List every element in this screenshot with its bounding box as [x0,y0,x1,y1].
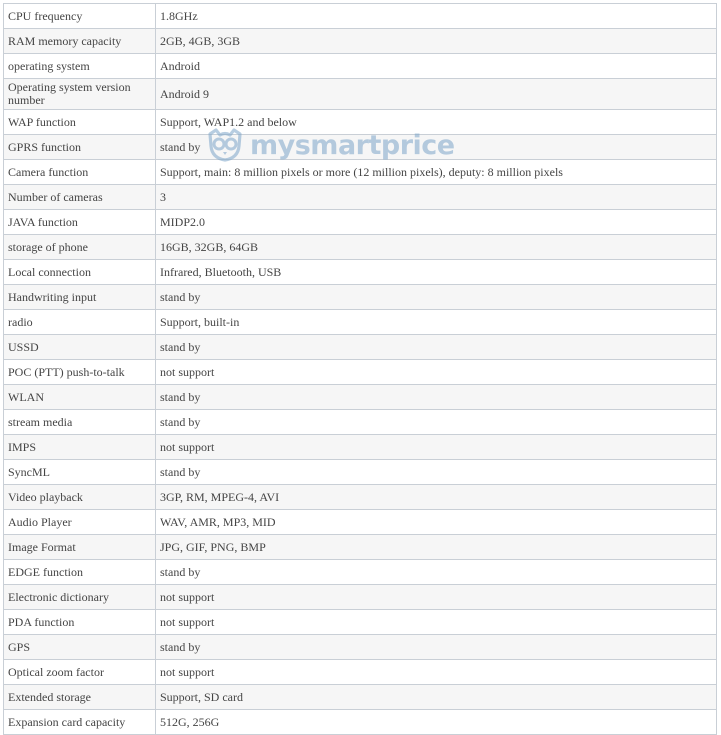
table-row [4,185,717,210]
table-row [4,560,717,585]
spec-table-body [4,4,717,735]
table-row [4,610,717,635]
spec-label: CPU frequency [4,4,156,29]
table-row [4,335,717,360]
spec-label: GPS [4,635,156,660]
spec-label: Local connection [4,260,156,285]
table-row [4,54,717,79]
spec-value: Support, main: 8 million pixels or more (12 million pixels), deputy: 8 million pixels [156,160,717,185]
spec-value: not support [156,660,717,685]
table-row [4,510,717,535]
spec-value: Android [156,54,717,79]
table-row [4,435,717,460]
spec-label: POC (PTT) push-to-talk [4,360,156,385]
spec-label: Extended storage [4,685,156,710]
spec-value: stand by [156,460,717,485]
spec-value: stand by [156,635,717,660]
table-row [4,710,717,735]
spec-label: Handwriting input [4,285,156,310]
spec-value: stand by [156,135,717,160]
table-row [4,485,717,510]
table-row [4,4,717,29]
table-row [4,79,717,110]
spec-value: 3GP, RM, MPEG-4, AVI [156,485,717,510]
spec-label: Optical zoom factor [4,660,156,685]
spec-label: WAP function [4,110,156,135]
spec-label: JAVA function [4,210,156,235]
spec-table [3,3,717,735]
spec-value: 512G, 256G [156,710,717,735]
spec-value: Support, built-in [156,310,717,335]
spec-label: Video playback [4,485,156,510]
spec-value: MIDP2.0 [156,210,717,235]
spec-label: RAM memory capacity [4,29,156,54]
spec-label: radio [4,310,156,335]
table-row [4,660,717,685]
spec-label: EDGE function [4,560,156,585]
spec-label: Expansion card capacity [4,710,156,735]
table-row [4,685,717,710]
spec-label: Audio Player [4,510,156,535]
spec-label: WLAN [4,385,156,410]
spec-value: stand by [156,285,717,310]
spec-value: stand by [156,410,717,435]
spec-value: not support [156,585,717,610]
spec-label: operating system [4,54,156,79]
table-row [4,310,717,335]
table-row [4,110,717,135]
table-row [4,235,717,260]
spec-value: not support [156,610,717,635]
spec-value: stand by [156,385,717,410]
spec-value: Support, SD card [156,685,717,710]
spec-value: stand by [156,335,717,360]
spec-label: IMPS [4,435,156,460]
spec-label: Operating system version number [4,79,156,110]
watermark-text: mysmartprice [250,129,455,161]
table-row [4,410,717,435]
table-row [4,260,717,285]
table-row [4,385,717,410]
spec-value: 3 [156,185,717,210]
spec-label: stream media [4,410,156,435]
spec-label: GPRS function [4,135,156,160]
table-row [4,160,717,185]
spec-label: Camera function [4,160,156,185]
table-row [4,535,717,560]
spec-value: not support [156,435,717,460]
spec-value: WAV, AMR, MP3, MID [156,510,717,535]
table-row [4,360,717,385]
spec-label: PDA function [4,610,156,635]
spec-value: stand by [156,560,717,585]
table-row [4,29,717,54]
spec-value: JPG, GIF, PNG, BMP [156,535,717,560]
spec-value: 1.8GHz [156,4,717,29]
table-row [4,460,717,485]
spec-value: Android 9 [156,79,717,110]
spec-value: not support [156,360,717,385]
spec-label: Image Format [4,535,156,560]
spec-value: Support, WAP1.2 and below [156,110,717,135]
table-row [4,635,717,660]
spec-label: USSD [4,335,156,360]
spec-label: SyncML [4,460,156,485]
spec-value: Infrared, Bluetooth, USB [156,260,717,285]
table-row [4,585,717,610]
spec-label: Electronic dictionary [4,585,156,610]
table-row [4,285,717,310]
spec-label: Number of cameras [4,185,156,210]
table-row [4,135,717,160]
spec-value: 16GB, 32GB, 64GB [156,235,717,260]
table-row [4,210,717,235]
spec-value: 2GB, 4GB, 3GB [156,29,717,54]
spec-label: storage of phone [4,235,156,260]
